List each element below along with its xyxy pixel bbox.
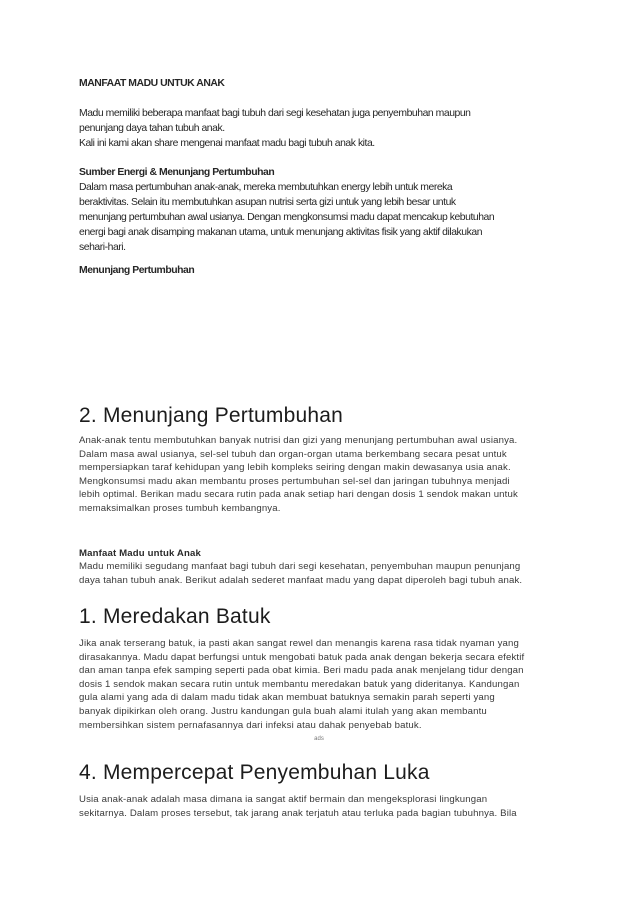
text-line: Madu memiliki beberapa manfaat bagi tubuh dari segi kesehatan juga penyembuhan maupun — [79, 108, 471, 119]
luka-paragraph — [79, 793, 561, 820]
text-line: Mengkonsumsi madu akan membantu proses pertumbuhan sel-sel dan jaringan tubuhnya menjadi — [79, 475, 510, 487]
text-line: sekitarnya. Dalam proses tersebut, tak jarang anak terjatuh atau terluka pada bagian tubuhnya. Bila — [79, 807, 517, 819]
text-line: sehari-hari. — [79, 242, 126, 253]
heading-manfaat-madu: Manfaat Madu untuk Anak — [79, 548, 201, 559]
text-line: Dalam masa pertumbuhan anak-anak, mereka membutuhkan energy lebih untuk mereka — [79, 182, 453, 193]
text-line: penunjang daya tahan tubuh anak. — [79, 123, 225, 134]
text-line: daya tahan tubuh anak. Berikut adalah sederet manfaat madu yang dapat diperoleh bagi tubuh anak. — [79, 574, 523, 586]
text-line: banyak dipikirkan oleh orang. Justru kandungan gula buah alami itulah yang akan membantu — [79, 705, 487, 717]
ads-label: ads — [314, 736, 324, 742]
energy-paragraph — [79, 180, 561, 255]
manfaat-paragraph — [79, 560, 561, 587]
growth-paragraph — [79, 434, 561, 516]
text-line: gula alami yang ada di dalam madu tidak akan membuat batuknya semakin parah seperti yang — [79, 692, 495, 704]
batuk-paragraph — [79, 637, 561, 732]
text-line: Dalam masa awal usianya, sel-sel tubuh dan organ-organ utama berkembang secara pesat untuk — [79, 448, 507, 460]
text-line: membersihkan sistem pernafasannya dari infeksi atau dahak penyebab batuk. — [79, 719, 422, 731]
subheading-growth: Menunjang Pertumbuhan — [79, 265, 195, 276]
text-line: lebih optimal. Berikan madu secara rutin pada anak setiap hari dengan dosis 1 sendok makan untuk — [79, 489, 518, 501]
subheading-energy: Sumber Energi & Menunjang Pertumbuhan — [79, 167, 275, 178]
text-line: Kali ini kami akan share mengenai manfaat madu bagi tubuh anak kita. — [79, 138, 375, 149]
text-line: dosis 1 sendok makan secara rutin untuk membantu meredakan batuk yang dideritanya. Kandungan — [79, 678, 520, 690]
heading-menunjang-pertumbuhan: 2. Menunjang Pertumbuhan — [79, 404, 343, 427]
text-line: mempersiapkan taraf kehidupan yang lebih kompleks seiring dengan makin dewasanya usia anak. — [79, 462, 511, 474]
text-line: dirasakannya. Madu dapat berfungsi untuk mengobati batuk pada anak dengan bekerja secara efektif — [79, 651, 525, 663]
text-line: memaksimalkan proses tumbuh kembangnya. — [79, 502, 281, 514]
heading-penyembuhan-luka: 4. Mempercepat Penyembuhan Luka — [79, 761, 430, 784]
intro-paragraph — [79, 106, 561, 151]
text-line: dan aman tanpa efek samping seperti pada obat kimia. Beri madu pada anak menjelang tidur dengan — [79, 665, 524, 677]
text-line: menunjang pertumbuhan awal usianya. Dengan mengkonsumsi madu dapat mencakup kebutuhan — [79, 212, 495, 223]
text-line: Anak-anak tentu membutuhkan banyak nutrisi dan gizi yang menunjang pertumbuhan awal usianya. — [79, 435, 518, 446]
text-line: energi bagi anak disamping makanan utama, untuk menunjang aktivitas fisik yang aktif dilakukan — [79, 227, 483, 238]
heading-meredakan-batuk: 1. Meredakan Batuk — [79, 605, 271, 628]
text-line: Madu memiliki segudang manfaat bagi tubuh dari segi kesehatan, penyembuhan maupun penunjang — [79, 561, 521, 572]
text-line: Usia anak-anak adalah masa dimana ia sangat aktif bermain dan mengeksplorasi lingkungan — [79, 794, 488, 805]
text-line: Jika anak terserang batuk, ia pasti akan sangat rewel dan menangis karena rasa tidak nyaman yang — [79, 638, 519, 649]
text-line: beraktivitas. Selain itu membutuhkan asupan nutrisi serta gizi untuk yang lebih besar untuk — [79, 197, 456, 208]
doc-title: MANFAAT MADU UNTUK ANAK — [79, 78, 225, 89]
